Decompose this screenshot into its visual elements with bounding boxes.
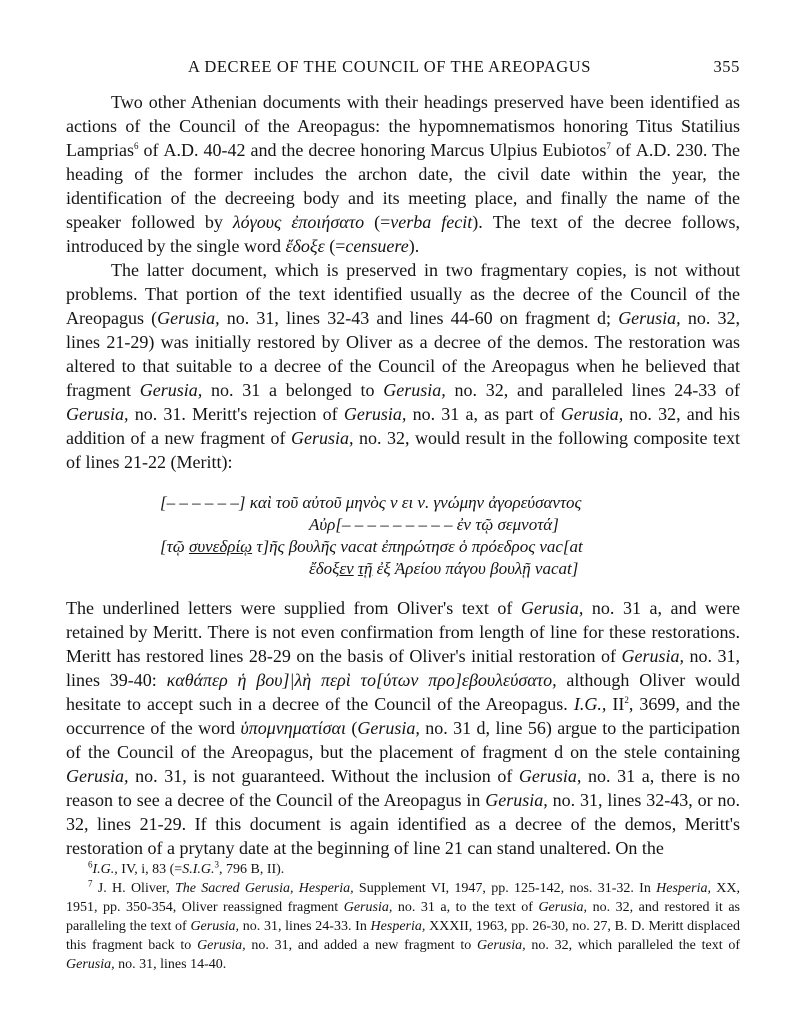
text-run: no. 31. Meritt's rejection of — [128, 404, 344, 424]
greek-word: ἔδοξε — [285, 236, 325, 256]
text-run: no. 31, lines 14-40. — [114, 957, 227, 972]
page-number: 355 — [713, 57, 740, 76]
text-run: no. 31, is not guaranteed. Without the inclusion of — [128, 766, 519, 786]
text-run: no. 31 a, and were retained by Meritt. There is not even confirmation from length of line for these restorations. Meritt has restored lines 28-29 on the basis of Oliver's initial restoration of — [66, 598, 740, 666]
citation-title: Gerusia, — [485, 790, 548, 810]
era-abbrev: A.D. — [163, 140, 199, 160]
citation-title: Gerusia, — [343, 900, 393, 915]
citation-title: Gerusia, — [66, 404, 129, 424]
footnote-ref-6[interactable]: 6 — [133, 141, 139, 151]
citation-title: Gerusia, — [520, 598, 584, 618]
citation-title: Hesperia, — [656, 881, 711, 896]
inscription-text: τ]ῆς βουλῆς vacat ἐπηρώτησε ὁ πρόεδρος vac[at — [252, 537, 583, 556]
text-run: no. 31 a belonged to — [202, 380, 384, 400]
text-run: of — [610, 140, 636, 160]
inscription-line-4 — [66, 558, 740, 580]
text-run: no. 31 a, as part of — [406, 404, 561, 424]
edition-superscript: 3 — [214, 859, 219, 870]
citation-title: Gerusia, — [618, 308, 681, 328]
era-abbrev: A.D. — [635, 140, 671, 160]
text-run: no. 32, and restored it as paralleling the text of — [66, 900, 740, 934]
inscription-text: ἐξ Ἀρείου πάγου βουλῇ vacat] — [372, 559, 579, 578]
text-run: no. 32, and his addition of a new fragment of — [66, 404, 740, 448]
text-run: no. 31 a, there is no reason to see a decree of the Council of the Areopagus in — [66, 766, 741, 810]
text-run: no. 31, lines 32-43, or no. 32, lines 21-29. If this document is again identified as a decree of the demos, Meritt's restoration of a prytany date at the beginning of line 21 can stand unaltered. On the — [66, 790, 741, 858]
paragraph-3 — [66, 596, 740, 860]
text-run: , 3699, and the occurrence of the word — [66, 694, 740, 738]
running-header — [68, 57, 740, 81]
paragraph-2 — [66, 258, 740, 474]
main-text — [66, 90, 740, 860]
text-run: XXXII, 1963, pp. 26-30, no. 27, B. D. Meritt displaced this fragment back to — [66, 919, 741, 953]
latin-word: censuere — [345, 236, 409, 256]
underlined-letters: συνεδρίῳ — [188, 537, 253, 556]
citation-title: Gerusia, — [290, 428, 354, 448]
text-run: no. 31, lines 39-40: — [66, 646, 740, 690]
underlined-letters: εν — [339, 559, 354, 578]
greek-inscription-block — [66, 492, 740, 580]
text-run: The underlined letters were supplied from Oliver's text of — [66, 598, 521, 618]
text-run: ( — [345, 718, 358, 738]
citation-title: Gerusia, — [357, 718, 420, 738]
inscription-line-1: [– – – – – –] καὶ τοῦ αὐτοῦ μηνὸς ν ει ν. γνώμην ἀγορεύσαντος — [160, 493, 582, 512]
text-run: J. H. Oliver, — [92, 881, 175, 896]
text-run: no. 31, and added a new fragment to — [245, 938, 477, 953]
text-run: no. 31, lines 32-43 and lines 44-60 on fragment d; — [219, 308, 619, 328]
text-run: Two other Athenian documents with their headings preserved have been identified as actions of the Council of the Areopagus: the hypomnematismos honoring Titus Statilius Lamprias — [66, 92, 740, 160]
citation-title: Gerusia, — [157, 308, 220, 328]
text-run: 40-42 and the decree honoring Marcus Ulpius Eubiotos — [198, 140, 607, 160]
citation-title: Gerusia, — [621, 646, 685, 666]
inscription-line-2: Αὐρ[– – – – – – – – – ἐν τῷ σεμνοτά] — [309, 515, 559, 534]
footnote-6 — [66, 860, 740, 879]
footnote-7 — [66, 879, 740, 974]
text-run: no. 32, which paralleled the text of — [525, 938, 740, 953]
footnote-number: 7 — [88, 878, 93, 889]
citation-title: Gerusia, — [197, 938, 246, 953]
citation-title: Gerusia, — [560, 404, 624, 424]
citation-title: Gerusia, — [383, 380, 446, 400]
text-run: no. 31, lines 24-33. In — [239, 919, 371, 934]
citation-title: I.G., — [92, 862, 118, 877]
citation-title: Gerusia, — [538, 900, 588, 915]
text-run: no. 32, and paralleled lines 24-33 of — [445, 380, 740, 400]
text-run: Supplement VI, 1947, pp. 125-142, nos. 31-32. In — [353, 881, 657, 896]
text-run: 230. The heading of the former includes the archon date, the civil date within the year, the identification of the decreeing body and its meeting place, and finally the name of the speaker followed by — [66, 140, 740, 232]
greek-word: ὑπομνηματίσαι — [240, 718, 346, 738]
text-run: no. 32, lines 21-29) was initially restored by Oliver as a decree of the demos. The restoration was altered to that suitable to a decree of the Council of the Areopagus when he believed that fragment — [66, 308, 740, 400]
citation-title: Gerusia, — [477, 938, 526, 953]
text-run: although Oliver would hesitate to accept such in a decree of the Council of the Areopagus. — [66, 670, 740, 714]
text-run: The latter document, which is preserved in two fragmentary copies, is not without problems. That portion of the text identified usually as the decree of the Council of the Areopagus ( — [66, 260, 740, 328]
edition-superscript: 2 — [624, 695, 629, 705]
greek-phrase: καθάπερ ἡ βου]|λὴ περὶ το[ύτων προ]εβουλεύσατο, — [166, 670, 557, 690]
citation-title: The Sacred Gerusia, Hesperia, — [174, 881, 354, 896]
text-run: of — [138, 140, 164, 160]
citation-title: Gerusia, — [343, 404, 407, 424]
text-run: no. 32, would result in the following composite text of lines 21-22 (Meritt): — [66, 428, 740, 472]
footnote-ref-7[interactable]: 7 — [606, 141, 611, 151]
text-run: IV, i, 83 (= — [117, 862, 183, 877]
citation-title: I.G., — [573, 694, 607, 714]
running-title: A DECREE OF THE COUNCIL OF THE AREOPAGUS — [188, 57, 592, 76]
footnotes — [66, 860, 740, 974]
text-run: II — [606, 694, 625, 714]
citation-title: Gerusia, — [66, 766, 129, 786]
text-run: , 796 B, II). — [218, 862, 285, 877]
inscription-text: [τῷ — [160, 537, 189, 556]
footnote-number: 6 — [88, 859, 93, 870]
text-run: no. 31 a, to the text of — [392, 900, 539, 915]
citation-title: S.I.G. — [182, 862, 215, 877]
paragraph-1 — [66, 90, 740, 258]
latin-phrase: verba fecit — [390, 212, 473, 232]
underlined-letters: τῇ — [357, 559, 373, 578]
text-run: no. 31 d, line 56) argue to the participation of the Council of the Areopagus, but the placement of fragment d on the stele containing — [66, 718, 740, 762]
text-run: (= — [364, 212, 391, 232]
inscription-line-3 — [66, 536, 740, 558]
text-run: ). The text of the decree follows, introduced by the single word — [66, 212, 740, 256]
citation-title: Gerusia, — [190, 919, 240, 934]
text-run: XX, 1951, pp. 350-354, Oliver reassigned fragment — [66, 881, 741, 915]
citation-title: Gerusia, — [139, 380, 203, 400]
citation-title: Gerusia, — [518, 766, 582, 786]
citation-title: Hesperia, — [370, 919, 426, 934]
inscription-text: ἔδοξ — [309, 559, 340, 578]
text-run: (= — [324, 236, 346, 256]
text-run: ). — [408, 236, 420, 256]
greek-phrase: λόγους ἐποιήσατο — [232, 212, 365, 232]
citation-title: Gerusia, — [66, 957, 115, 972]
